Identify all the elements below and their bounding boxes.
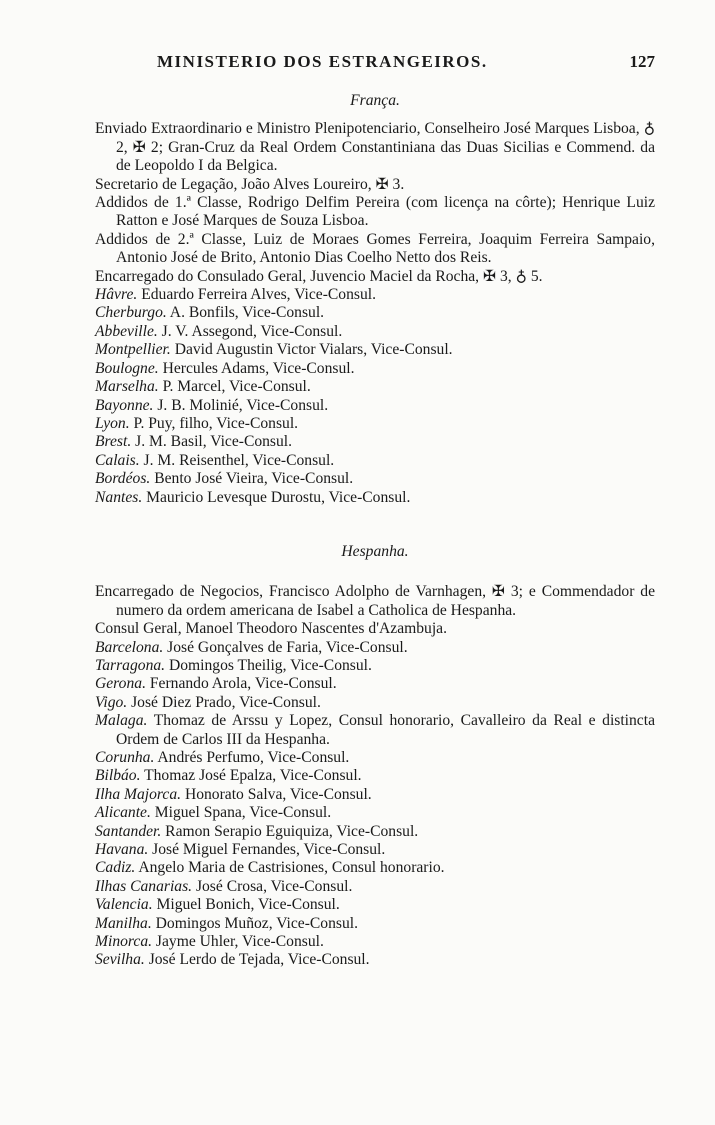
entry-place: Bilbáo. — [95, 767, 141, 785]
entry-place: Malaga. — [95, 712, 148, 730]
list-entry — [95, 583, 655, 620]
list-entry — [95, 951, 655, 969]
list-entry — [95, 452, 655, 470]
entry-place: Minorca. — [95, 933, 153, 951]
entry-text: Addidos de 2.ª Classe, Luiz de Moraes Gomes Ferreira, Joaquim Ferreira Sampaio, Antonio José de Brito, Antonio Dias Coelho Netto dos Reis. — [95, 230, 655, 267]
list-entry — [95, 323, 655, 341]
entry-place: Marselha. — [95, 378, 159, 396]
list-entry — [95, 786, 655, 804]
entry-text: Thomaz de Arssu y Lopez, Consul honorario, Cavalleiro da Real e distincta Ordem de Carlos III da Hespanha. — [116, 712, 655, 748]
entry-text: J. M. Reisenthel, Vice-Consul. — [139, 451, 335, 469]
entry-place: Gerona. — [95, 675, 146, 693]
section-hespanha — [95, 543, 655, 970]
list-entry — [95, 933, 655, 951]
entry-text: Encarregado do Consulado Geral, Juvencio Maciel da Rocha, ✠ 3, ♁ 5. — [95, 267, 543, 285]
entry-text: Miguel Spana, Vice-Consul. — [150, 804, 332, 822]
entry-place: Abbeville. — [95, 322, 158, 340]
list-entry — [95, 489, 655, 507]
entry-place: Corunha. — [95, 749, 155, 766]
entry-text: Miguel Bonich, Vice-Consul. — [152, 896, 340, 914]
entry-place: Montpellier. — [95, 341, 171, 359]
list-entry — [95, 841, 655, 859]
entry-text: José Lerdo de Tejada, Vice-Consul. — [144, 951, 370, 969]
entry-text: José Crosa, Vice-Consul. — [192, 877, 353, 895]
entry-place: Ilhas Canarias. — [95, 877, 193, 895]
entry-text: J. B. Molinié, Vice-Consul. — [153, 396, 329, 414]
list-entry — [95, 620, 655, 638]
list-entry — [95, 657, 655, 675]
list-entry — [95, 304, 655, 322]
list-entry — [95, 823, 655, 841]
list-entry — [95, 176, 655, 194]
section-franca — [95, 92, 655, 507]
entry-text: Enviado Extraordinario e Ministro Plenipotenciario, Conselheiro José Marques Lisboa, ♁ 2, ✠ 2; Gran-Cruz da Real Ordem Constantiniana das Duas Sicilias e Commend. da de Leopoldo I da Belgica. — [95, 120, 655, 175]
entry-list — [95, 120, 655, 507]
entry-text: P. Marcel, Vice-Consul. — [158, 378, 311, 396]
list-entry — [95, 915, 655, 933]
entry-text: Ramon Serapio Eguiquiza, Vice-Consul. — [161, 822, 419, 840]
page-body — [95, 92, 655, 970]
entry-text: Domingos Muñoz, Vice-Consul. — [151, 914, 359, 932]
entry-text: Fernando Arola, Vice-Consul. — [145, 675, 337, 693]
page-number: 127 — [629, 52, 655, 71]
list-entry — [95, 470, 655, 488]
entry-text: Secretario de Legação, João Alves Loureiro, ✠ 3. — [95, 175, 405, 193]
entry-text: Encarregado de Negocios, Francisco Adolpho de Varnhagen, ✠ 3; e Commendador de numero da ordem americana de Isabel a Catholica de Hespanha. — [95, 583, 655, 619]
entry-place: Calais. — [95, 451, 140, 469]
entry-place: Lyon. — [95, 414, 130, 432]
entry-text: Jayme Uhler, Vice-Consul. — [152, 933, 324, 951]
list-entry — [95, 360, 655, 378]
entry-place: Bordéos. — [95, 470, 151, 488]
entry-text: Andrés Perfumo, Vice-Consul. — [154, 749, 350, 766]
entry-text: Mauricio Levesque Durostu, Vice-Consul. — [142, 488, 411, 506]
entry-place: Cherburgo. — [95, 304, 167, 322]
list-entry — [95, 859, 655, 877]
entry-text: Addidos de 1.ª Classe, Rodrigo Delfim Pereira (com licença na côrte); Henrique Luiz Ratton e José Marques de Souza Lisboa. — [95, 194, 655, 230]
entry-place: Tarragona. — [95, 656, 166, 674]
entry-text: Honorato Salva, Vice-Consul. — [181, 785, 372, 803]
section-title: Hespanha. — [341, 542, 409, 560]
entry-place: Sevilha. — [95, 951, 145, 969]
list-entry — [95, 433, 655, 451]
entry-text: P. Puy, filho, Vice-Consul. — [129, 414, 299, 432]
section-title: França. — [350, 92, 400, 109]
list-entry — [95, 804, 655, 822]
entry-text: José Gonçalves de Faria, Vice-Consul. — [163, 638, 408, 656]
entry-text: Bento José Vieira, Vice-Consul. — [150, 470, 354, 488]
entry-place: Santander. — [95, 822, 162, 840]
running-header — [95, 52, 655, 76]
entry-place: Ilha Majorca. — [95, 785, 182, 803]
list-entry — [95, 268, 655, 286]
list-entry — [95, 194, 655, 231]
entry-place: Boulogne. — [95, 359, 159, 377]
entry-text: J. V. Assegond, Vice-Consul. — [157, 322, 343, 340]
entry-text: Thomaz José Epalza, Vice-Consul. — [140, 767, 362, 785]
list-entry — [95, 675, 655, 693]
entry-place: Valencia. — [95, 896, 153, 914]
list-entry — [95, 397, 655, 415]
entry-text: Consul Geral, Manoel Theodoro Nascentes d'Azambuja. — [95, 620, 447, 638]
entry-place: Alicante. — [95, 804, 151, 822]
entry-place: Brest. — [95, 433, 132, 451]
running-title: MINISTERIO DOS ESTRANGEIROS. — [157, 52, 488, 71]
entry-text: A. Bonfils, Vice-Consul. — [166, 304, 325, 322]
entry-list — [95, 583, 655, 970]
entry-place: Bayonne. — [95, 396, 154, 414]
list-entry — [95, 120, 655, 175]
list-entry — [95, 878, 655, 896]
entry-place: Vigo. — [95, 693, 128, 711]
entry-place: Havana. — [95, 841, 149, 859]
entry-place: Hâvre. — [95, 286, 138, 304]
entry-text: José Diez Prado, Vice-Consul. — [127, 693, 321, 711]
list-entry — [95, 639, 655, 657]
list-entry — [95, 749, 655, 767]
list-entry — [95, 378, 655, 396]
list-entry — [95, 231, 655, 268]
list-entry — [95, 896, 655, 914]
list-entry — [95, 767, 655, 785]
entry-place: Barcelona. — [95, 638, 164, 656]
list-entry — [95, 286, 655, 304]
entry-place: Nantes. — [95, 488, 143, 506]
entry-place: Cadiz. — [95, 859, 136, 877]
list-entry — [95, 694, 655, 712]
entry-text: José Miguel Fernandes, Vice-Consul. — [148, 841, 386, 859]
entry-text: Eduardo Ferreira Alves, Vice-Consul. — [137, 286, 376, 304]
entry-text: Domingos Theilig, Vice-Consul. — [165, 656, 372, 674]
entry-text: David Augustin Victor Vialars, Vice-Consul. — [170, 341, 453, 359]
entry-text: Hercules Adams, Vice-Consul. — [158, 359, 355, 377]
entry-text: Angelo Maria de Castrisiones, Consul honorario. — [135, 859, 445, 877]
list-entry — [95, 415, 655, 433]
list-entry — [95, 341, 655, 359]
entry-place: Manilha. — [95, 914, 152, 932]
entry-text: J. M. Basil, Vice-Consul. — [131, 433, 293, 451]
list-entry — [95, 712, 655, 749]
